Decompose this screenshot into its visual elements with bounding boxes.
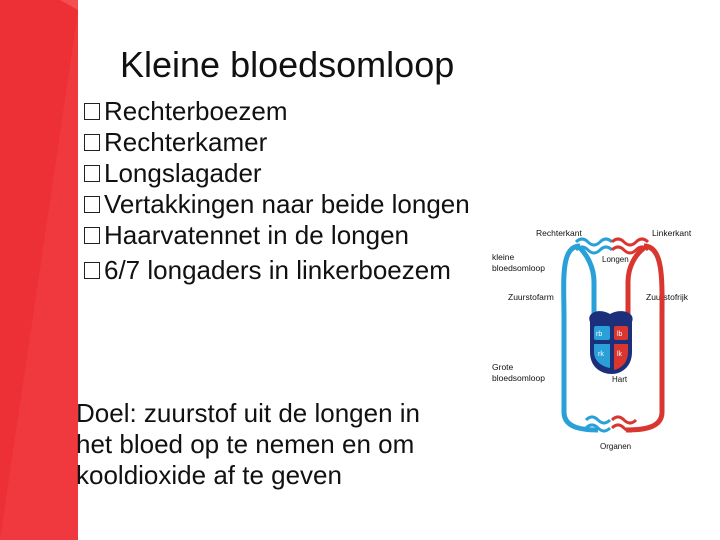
bullet-item	[84, 127, 514, 158]
label-grote: Grote	[492, 362, 514, 372]
label-bloedsomloop-large: bloedsomloop	[492, 373, 545, 383]
bullet-glyph-icon	[84, 227, 100, 244]
sidebar-fold-decoration	[0, 0, 78, 540]
bullet-text: Haarvatennet in de longen	[104, 220, 410, 250]
bullet-text: Longslagader	[104, 158, 262, 188]
label-rk: rk	[598, 351, 604, 358]
bullet-glyph-icon	[84, 103, 100, 120]
bullet-item	[84, 189, 514, 220]
bullet-glyph-icon	[84, 165, 100, 182]
label-zuurstofarm: Zuurstofarm	[508, 292, 554, 302]
bullet-item	[84, 255, 514, 286]
bullet-item	[84, 96, 514, 127]
slide-title: Kleine bloedsomloop	[120, 44, 455, 85]
bullet-item	[84, 158, 514, 189]
bullet-item	[84, 220, 514, 251]
bullet-glyph-icon	[84, 134, 100, 151]
label-zuurstofrijk: Zuurstofrijk	[646, 292, 689, 302]
label-longen: Longen	[602, 255, 629, 264]
label-bloedsomloop-small: bloedsomloop	[492, 263, 545, 273]
label-kleine: kleine	[492, 252, 515, 262]
bullet-text: Rechterkamer	[104, 127, 268, 157]
circulation-diagram	[490, 222, 720, 462]
label-organen: Organen	[600, 442, 632, 451]
label-hart: Hart	[612, 375, 628, 384]
label-lb: lb	[617, 331, 623, 338]
label-rechterkant: Rechterkant	[536, 228, 582, 238]
bullet-glyph-icon	[84, 262, 100, 279]
bullet-glyph-icon	[84, 196, 100, 213]
label-lk: lk	[617, 351, 623, 358]
label-linkerkant: Linkerkant	[652, 228, 692, 238]
bullet-list	[84, 96, 514, 286]
goal-text: Doel: zuurstof uit de longen in het bloed op te nemen en om kooldioxide af te geven	[76, 398, 420, 490]
bullet-text: Rechterboezem	[104, 96, 288, 126]
bullet-text: 6/7 longaders in linkerboezem	[104, 255, 451, 285]
bullet-text: Vertakkingen naar beide longen	[104, 189, 470, 219]
heart-icon	[589, 311, 632, 374]
label-rb: rb	[596, 331, 603, 338]
